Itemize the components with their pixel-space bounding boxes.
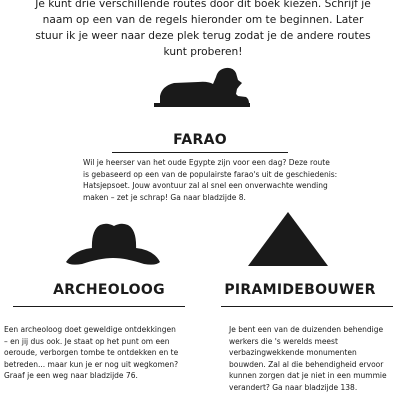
divider — [112, 152, 288, 153]
route-title-piramidebouwer: PIRAMIDEBOUWER — [224, 282, 376, 298]
route-text-piramidebouwer: Je bent een van de duizenden behendige werkers die 's werelds meest verbazingwekkende monumenten bouwden. Zal al die behendigheid ervoor kunnen zorgen dat je niet in een mummie verandert? Ga naar bladzijde 138. — [229, 325, 387, 392]
sphinx-icon — [150, 66, 250, 110]
route-title-farao: FARAO — [173, 132, 227, 148]
route-title-archeoloog: ARCHEOLOOG — [53, 282, 165, 298]
route-text-archeoloog: Een archeoloog doet geweldige ontdekkingen – en jij dus ook. Je staat op het punt om een oeroude, verborgen tombe te ontdekken en te betreden... maar kun je er nog uit wegkomen? Graaf je een weg naar bladzijde 76. — [4, 325, 179, 381]
divider — [221, 306, 393, 307]
intro-text: Je kunt drie verschillende routes door dit boek kiezen. Schrijf je naam op een van de regels hieronder om te beginnen. Later stuur ik je weer naar deze plek terug zodat je de andere routes kunt proberen! — [35, 0, 371, 58]
pyramid-icon — [246, 210, 330, 268]
route-text-farao: Wil je heerser van het oude Egypte zijn voor een dag? Deze route is gebaseerd op een van de populairste farao's uit de geschiedenis: Hatsjepsoet. Jouw avontuur zal al snel een onverwachte wending maken – zet je schrap! Ga naar bladzijde 8. — [83, 158, 338, 202]
divider — [13, 306, 185, 307]
hat-icon — [64, 220, 162, 272]
